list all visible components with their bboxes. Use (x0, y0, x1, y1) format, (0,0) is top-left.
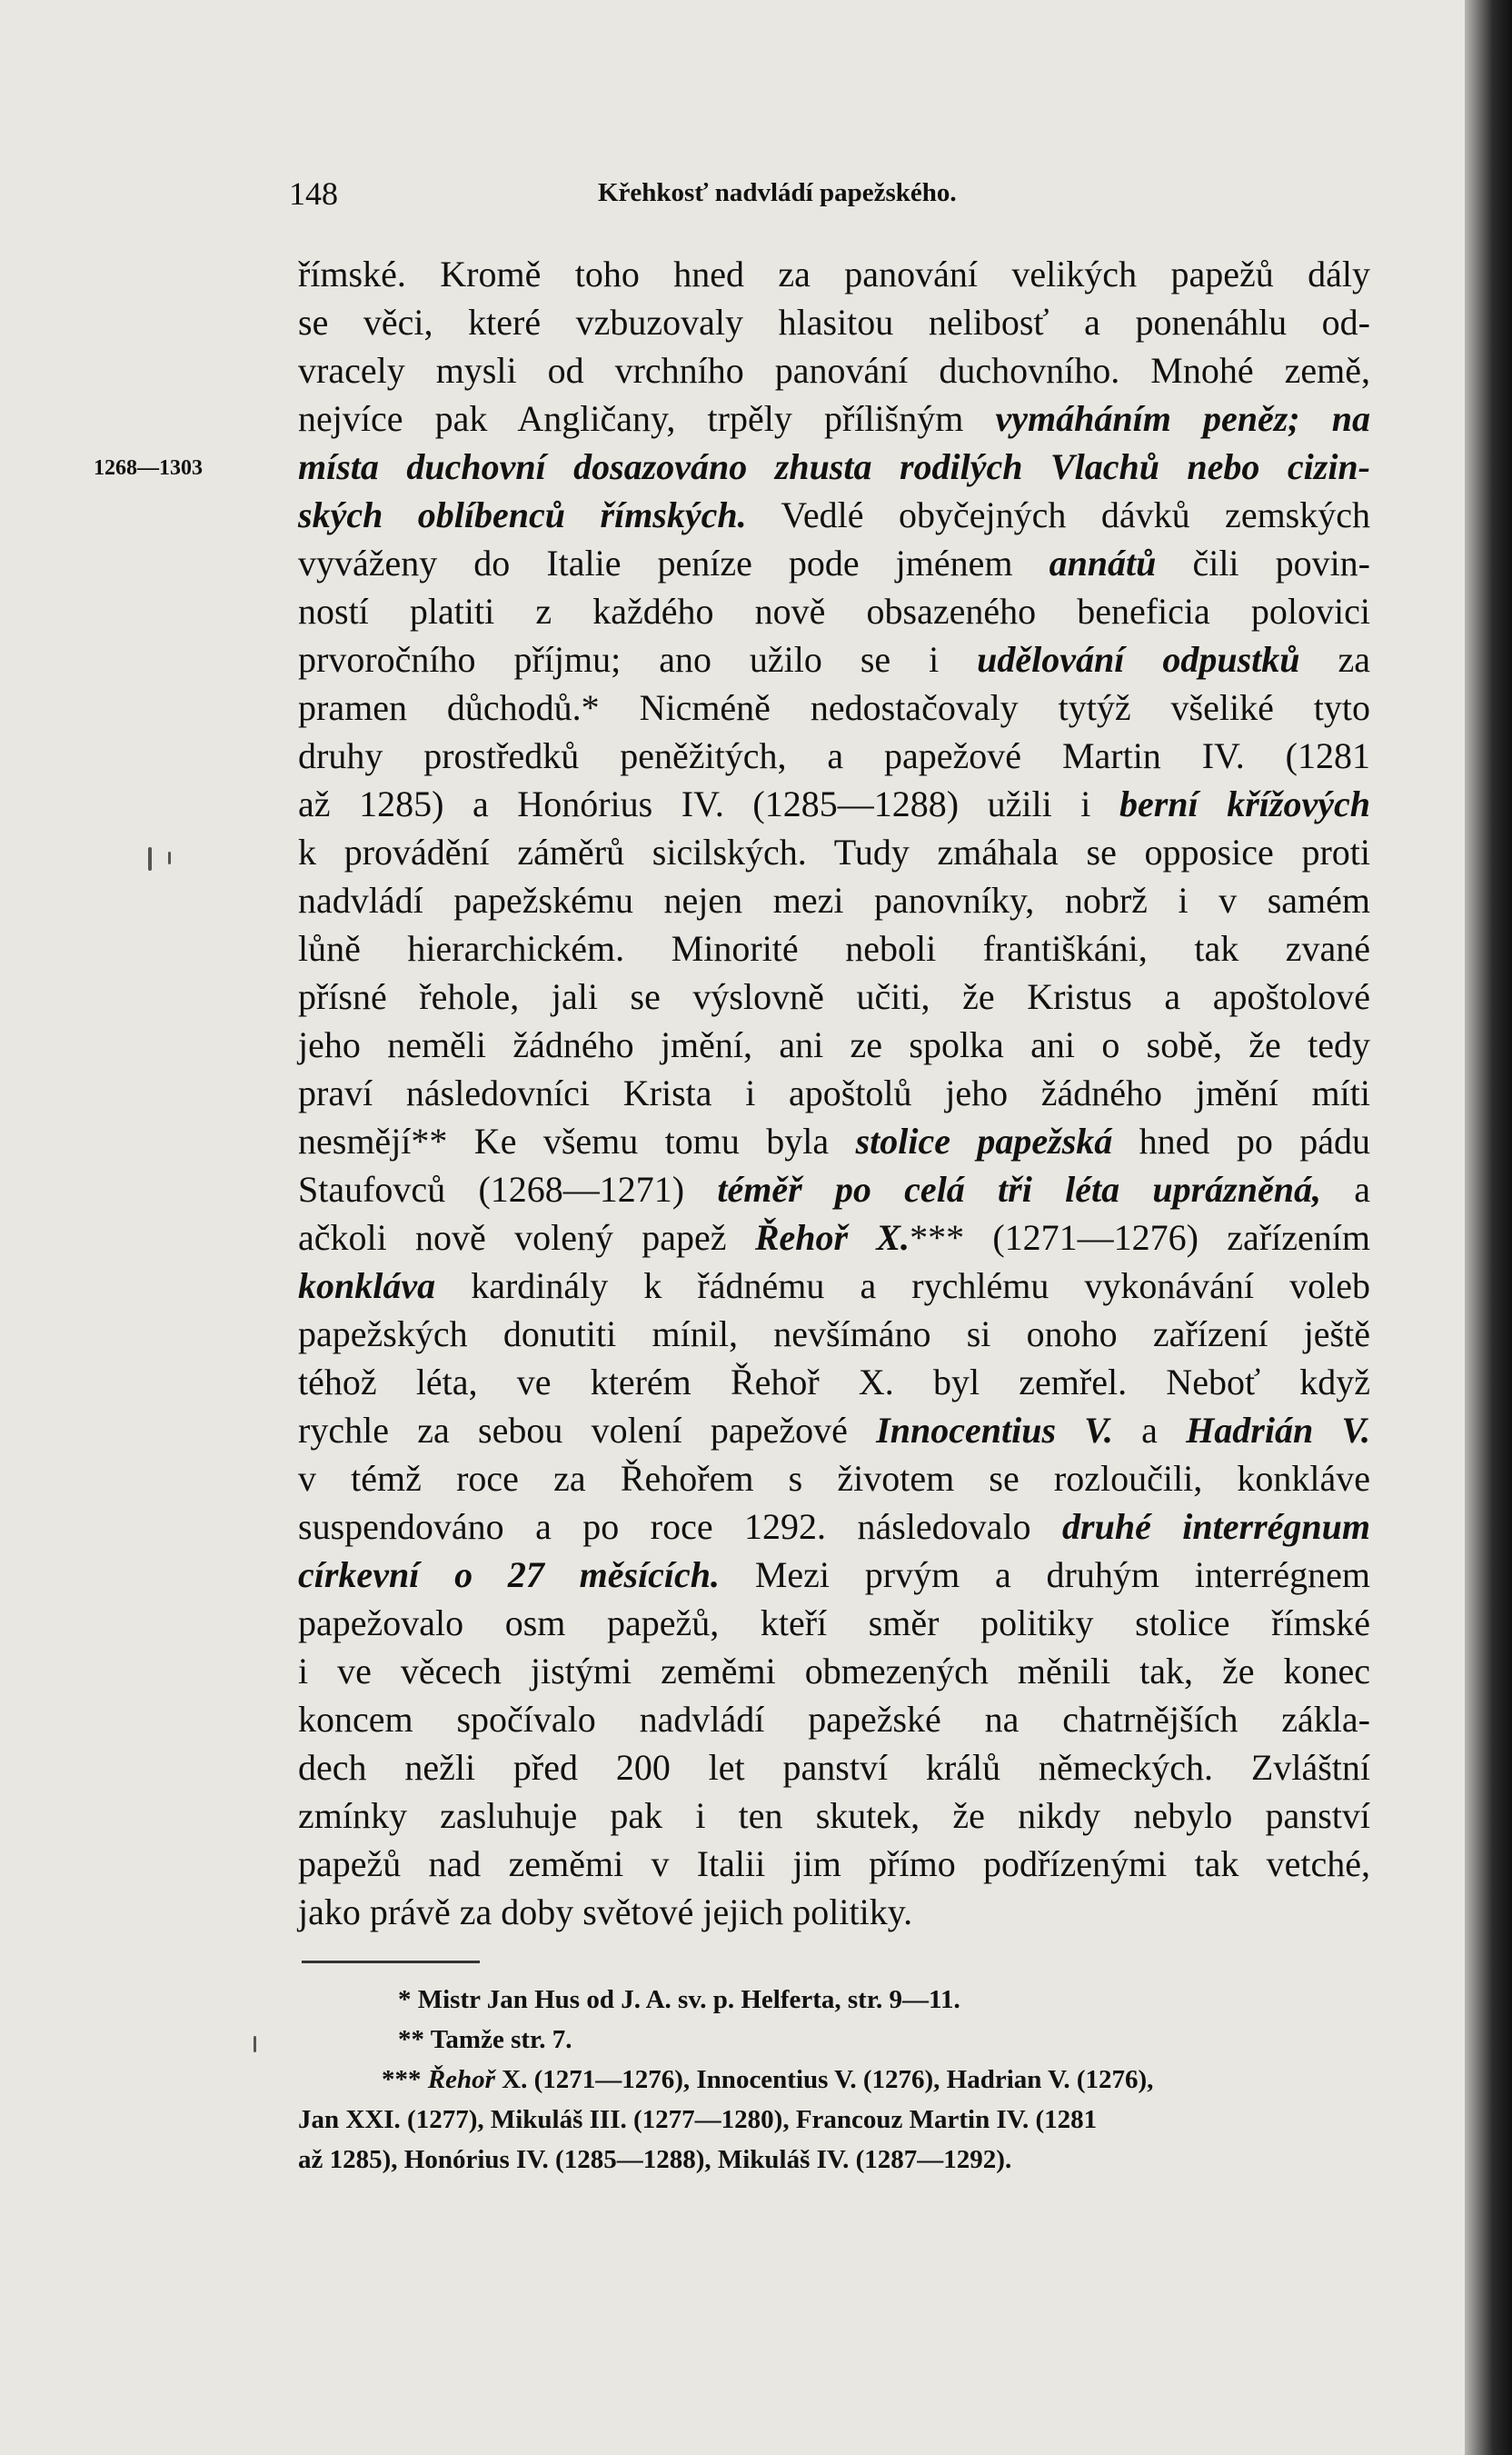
text-line (298, 346, 1370, 394)
text-run: Staufovců (1268—1271) (298, 1169, 718, 1210)
main-text (298, 250, 1370, 1936)
italic-run: stolice papežská (855, 1121, 1113, 1162)
text-line (298, 828, 1370, 876)
text-line (298, 1551, 1370, 1599)
margin-mark (168, 852, 171, 864)
text-run: v témž roce za Řehořem s životem se rozloučili, konkláve (298, 1458, 1370, 1499)
text-run: se věci, které vzbuzovaly hlasitou nelibosť a ponenáhlu od- (298, 302, 1370, 343)
text-run: jeho neměli žádného jmění, ani ze spolka ani o sobě, že tedy (298, 1024, 1370, 1065)
text-run: až 1285), Honórius IV. (1285—1288), Mikuláš IV. (1287—1292). (298, 2145, 1012, 2174)
text-run: pramen důchodů.* Nicméně nedostačovaly tytýž všeliké tyto (298, 687, 1370, 728)
footnote-divider (302, 1961, 480, 1963)
text-run: papežů nad zeměmi v Italii jim přímo podřízenými tak vetché, (298, 1843, 1370, 1884)
text-line (298, 780, 1370, 828)
text-run: ačkoli nově volený papež (298, 1217, 755, 1258)
text-run: jako právě za doby světové jejich politiky. (298, 1891, 913, 1932)
text-line (298, 1791, 1370, 1840)
italic-run: ských oblíbenců římských. (298, 494, 747, 535)
text-run: Mezi prvým a druhým interrégnem (720, 1554, 1370, 1595)
footnote-mark: *** (382, 2065, 428, 2094)
italic-run: druhé interrégnum (1062, 1506, 1371, 1547)
text-run: a (1320, 1169, 1370, 1210)
footnote-line (298, 2140, 1370, 2180)
text-line (298, 1502, 1370, 1551)
text-run: suspendováno a po roce 1292. následovalo (298, 1506, 1063, 1547)
text-run: vyváženy do Italie peníze pode jménem (298, 543, 1049, 584)
footnote-line (298, 2100, 1370, 2140)
text-line (298, 1647, 1370, 1695)
text-line (298, 1117, 1370, 1165)
text-line (298, 1021, 1370, 1069)
text-run: Mistr Jan Hus od J. A. sv. p. Helferta, str. 9—11. (417, 1985, 960, 2014)
page-edge-shadow (1465, 0, 1512, 2455)
text-line (298, 635, 1370, 684)
italic-run: Innocentius V. (876, 1410, 1113, 1451)
text-line (298, 443, 1370, 491)
text-run: ností platiti z každého nově obsazeného beneficia polovici (298, 591, 1370, 632)
text-line (298, 250, 1370, 298)
text-run: přísné řehole, jali se výslovně učiti, že Kristus a apoštolové (298, 976, 1370, 1017)
text-run: čili povin- (1156, 543, 1370, 584)
text-run: nadvládí papežskému nejen mezi panovníky, nobrž i v samém (298, 880, 1370, 921)
text-line (298, 876, 1370, 924)
text-run: zmínky zasluhuje pak i ten skutek, že nikdy nebylo panství (298, 1795, 1370, 1836)
italic-run: místa duchovní dosazováno zhusta rodilých Vlachů nebo cizin- (298, 446, 1370, 487)
text-run: papežovalo osm papežů, kteří směr politiky stolice římské (298, 1602, 1370, 1643)
text-line (298, 298, 1370, 346)
text-line (298, 394, 1370, 443)
text-line (298, 1454, 1370, 1502)
text-line (298, 1406, 1370, 1454)
running-title: Křehkosť nadvládí papežského. (598, 178, 957, 207)
text-line (298, 1695, 1370, 1743)
footnote-line (298, 1980, 1370, 2020)
italic-run: Řehoř (427, 2065, 495, 2094)
text-line (298, 732, 1370, 780)
footnote-line (298, 2060, 1370, 2100)
text-run: téhož léta, ve kterém Řehoř X. byl zemřel. Neboť když (298, 1362, 1370, 1402)
text-run: praví následovníci Krista i apoštolů jeho žádného jmění míti (298, 1073, 1370, 1113)
text-line (298, 539, 1370, 587)
italic-run: téměř po celá tři léta uprázněná, (717, 1169, 1321, 1210)
text-run: i ve věcech jistými zeměmi obmezených měnili tak, že konec (298, 1651, 1370, 1692)
text-run: římské. Kromě toho hned za panování velikých papežů dály (298, 254, 1370, 294)
text-line (298, 1069, 1370, 1117)
text-line (298, 1599, 1370, 1647)
text-run: k provádění záměrů sicilských. Tudy zmáhala se opposice proti (298, 832, 1370, 873)
italic-run: berní křížových (1119, 783, 1370, 824)
text-run: Jan XXI. (1277), Mikuláš III. (1277—1280), Francouz Martin IV. (1281 (298, 2105, 1098, 2134)
italic-run: vymáháním peněz; na (995, 398, 1370, 439)
text-run: až 1285) a Honórius IV. (1285—1288) užili i (298, 783, 1119, 824)
footnote-line (298, 2020, 1370, 2060)
text-run: lůně hierarchickém. Minorité neboli františkáni, tak zvané (298, 928, 1370, 969)
text-run: hned po pádu (1112, 1121, 1370, 1162)
footnotes (298, 1980, 1370, 2180)
text-run: koncem spočívalo nadvládí papežské na chatrnějších zákla- (298, 1699, 1370, 1740)
text-line (298, 1310, 1370, 1358)
text-run: nejvíce pak Angličany, trpěly přílišným (298, 398, 996, 439)
footnote-mark: ** (398, 2025, 431, 2054)
text-run: kardinály k řádnému a rychlému vykonávání voleb (435, 1265, 1370, 1306)
text-run: za (1299, 639, 1370, 680)
text-line (298, 1165, 1370, 1213)
italic-run: Řehoř X. (754, 1217, 910, 1258)
italic-run: církevní o 27 měsících. (298, 1554, 721, 1595)
text-run: prvoročního příjmu; ano užilo se i (298, 639, 978, 680)
margin-mark (148, 847, 152, 871)
text-run: papežských donutiti mínil, nevšímáno si onoho zařízení ještě (298, 1313, 1370, 1354)
page-number: 148 (289, 175, 338, 212)
text-line (298, 973, 1370, 1021)
text-run: Tamže str. 7. (430, 2025, 572, 2054)
page-header (289, 175, 1370, 220)
italic-run: udělování odpustků (977, 639, 1300, 680)
margin-date-note: 1268—1303 (94, 456, 203, 480)
text-run: druhy prostředků peněžitých, a papežové Martin IV. (1281 (298, 735, 1370, 776)
text-run: a (1112, 1410, 1187, 1451)
italic-run: annátů (1049, 543, 1157, 584)
text-line (298, 1262, 1370, 1310)
text-run: Vedlé obyčejných dávků zemských (746, 494, 1370, 535)
text-line (298, 1213, 1370, 1262)
italic-run: konkláva (298, 1265, 436, 1306)
text-run: dech nežli před 200 let panství králů německých. Zvláštní (298, 1747, 1370, 1788)
text-line (298, 587, 1370, 635)
text-line (298, 1743, 1370, 1791)
margin-mark (254, 2036, 256, 2052)
footnote-mark: * (398, 1985, 418, 2014)
text-line (298, 1888, 1370, 1936)
text-run: *** (1271—1276) zařízením (910, 1217, 1370, 1258)
text-run: nesmějí** Ke všemu tomu byla (298, 1121, 856, 1162)
text-run: rychle za sebou volení papežové (298, 1410, 877, 1451)
text-run: X. (1271—1276), Innocentius V. (1276), Hadrian V. (1276), (494, 2065, 1154, 2094)
text-run: vracely mysli od vrchního panování duchovního. Mnohé země, (298, 350, 1370, 391)
text-line (298, 924, 1370, 973)
italic-run: Hadrián V. (1186, 1410, 1370, 1451)
text-line (298, 684, 1370, 732)
text-line (298, 1358, 1370, 1406)
text-line (298, 491, 1370, 539)
text-line (298, 1840, 1370, 1888)
